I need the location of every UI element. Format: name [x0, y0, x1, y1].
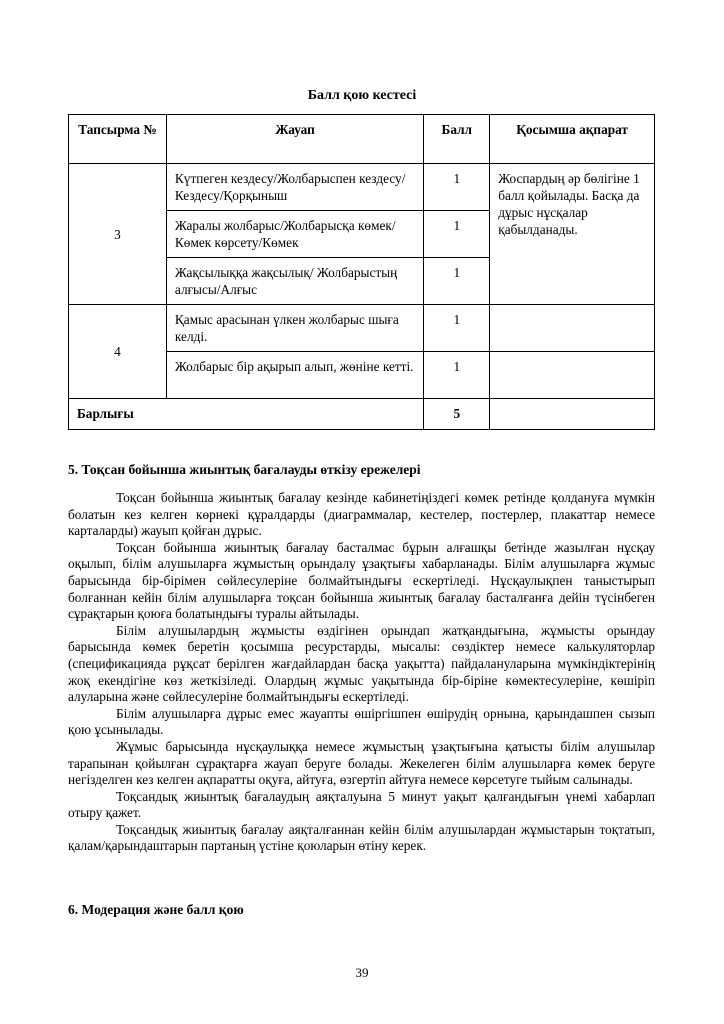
- page-number: 39: [355, 965, 369, 980]
- paragraph: Тоқсан бойынша жиынтық бағалау кезінде кабинетіңіздегі көмек ретінде қолдануға мүмкін болатын кез келген көрнекі құралдарды (диаграммалар, кестелер, постерлер, плакаттар немесе карталарды) жауып қойған дұрыс.: [68, 490, 655, 539]
- score-cell: 1: [424, 164, 490, 211]
- table-header-row: [69, 115, 655, 164]
- answer-cell: Жолбарыс бір ақырып алып, жөніне кетті.: [166, 352, 423, 399]
- total-row: [69, 399, 655, 430]
- answer-cell: Жаралы жолбарыс/Жолбарысқа көмек/Көмек көрсету/Көмек: [166, 211, 423, 258]
- paragraph: Тоқсандық жиынтық бағалаудың аяқталуына 5 минут уақыт қалғандығын үнемі хабарлап отыру қажет.: [68, 788, 655, 821]
- total-label: Барлығы: [69, 399, 424, 430]
- score-table: [68, 114, 655, 430]
- info-cell: Жоспардың әр бөлігіне 1 балл қойылады. Басқа да дұрыс нұсқалар қабылданады.: [490, 164, 655, 305]
- score-cell: 1: [424, 352, 490, 399]
- info-cell: [490, 305, 655, 352]
- rules-text: [68, 490, 655, 855]
- paragraph: Тоқсандық жиынтық бағалау аяқталғаннан кейін білім алушылардан жұмыстарын тоқтатып, қалам/қарындаштарын партаның үстіне қоюларын өтіну керек.: [68, 821, 655, 854]
- header-answer: Жауап: [166, 115, 423, 164]
- empty-cell: [490, 399, 655, 430]
- total-score: 5: [424, 399, 490, 430]
- table-row: [69, 305, 655, 352]
- paragraph: Жұмыс барысында нұсқаулыққа немесе жұмыстың ұзақтығына қатысты білім алушылар тарапынан қойылған сұрақтарға жауап беруге болады. Жекелеген білім алушыларға көмек беруге негізделген кез келген ақпаратты оқуға, айтуға, өзгертіп айтуға немесе көрсетуге тыйым салынады.: [68, 738, 655, 788]
- paragraph: Білім алушылардың жұмысты өздігінен орындап жатқандығына, жұмысты орындау барысында көмек беретін қосымша ресурстарды, мысалы: сөздіктер немесе калькуляторлар (спецификацияда рұқсат берілген жағдайлардан басқа уақытта) пайдалануларына мүмкіндіктерінің жоқ екендігіне көз жеткізіледі. Олардың жұмыс уақытында бір-біріне көмектесулеріне, көшіріп алуларына және сөйлесулеріне болмайтындығы ескертіледі.: [68, 622, 655, 705]
- answer-cell: Жақсылыққа жақсылық/ Жолбарыстың алғысы/Алғыс: [166, 258, 423, 305]
- table-row: [69, 164, 655, 211]
- task-number-cell: 4: [69, 305, 167, 399]
- task-number-cell: 3: [69, 164, 167, 305]
- header-info: Қосымша ақпарат: [490, 115, 655, 164]
- score-cell: 1: [424, 305, 490, 352]
- table-title: Балл қою кестесі: [307, 88, 417, 103]
- score-cell: 1: [424, 211, 490, 258]
- header-task: Тапсырма №: [69, 115, 167, 164]
- answer-cell: Күтпеген кездесу/Жолбарыспен кездесу/Кездесу/Қорқыныш: [166, 164, 423, 211]
- section-5-heading: 5. Тоқсан бойынша жиынтық бағалауды өткізу ережелері: [68, 462, 421, 477]
- header-score: Балл: [424, 115, 490, 164]
- answer-cell: Қамыс арасынан үлкен жолбарыс шыға келді.: [166, 305, 423, 352]
- score-cell: 1: [424, 258, 490, 305]
- section-6-heading: 6. Модерация және балл қою: [68, 902, 244, 917]
- paragraph: Білім алушыларға дұрыс емес жауапты өшіргішпен өшірудің орнына, қарындашпен сызып қою ұсынылады.: [68, 705, 655, 738]
- empty-cell: [490, 352, 655, 399]
- paragraph: Тоқсан бойынша жиынтық бағалау басталмас бұрын алғашқы бетінде жазылған нұсқау оқылып, білім алушыларға жұмыстың орындалу ұзақтығы хабарланады. Білім алушыларға жұмыс барысында бір-бірімен сөйлесулеріне болмайтындығы ескертіледі. Нұсқаулықпен таныстырып болғаннан кейін білім алушыларға тоқсан бойынша жиынтық бағалау басталғанға дейін түсінбеген сұрақтарын қоюға болатындығы туралы айтылады.: [68, 539, 655, 622]
